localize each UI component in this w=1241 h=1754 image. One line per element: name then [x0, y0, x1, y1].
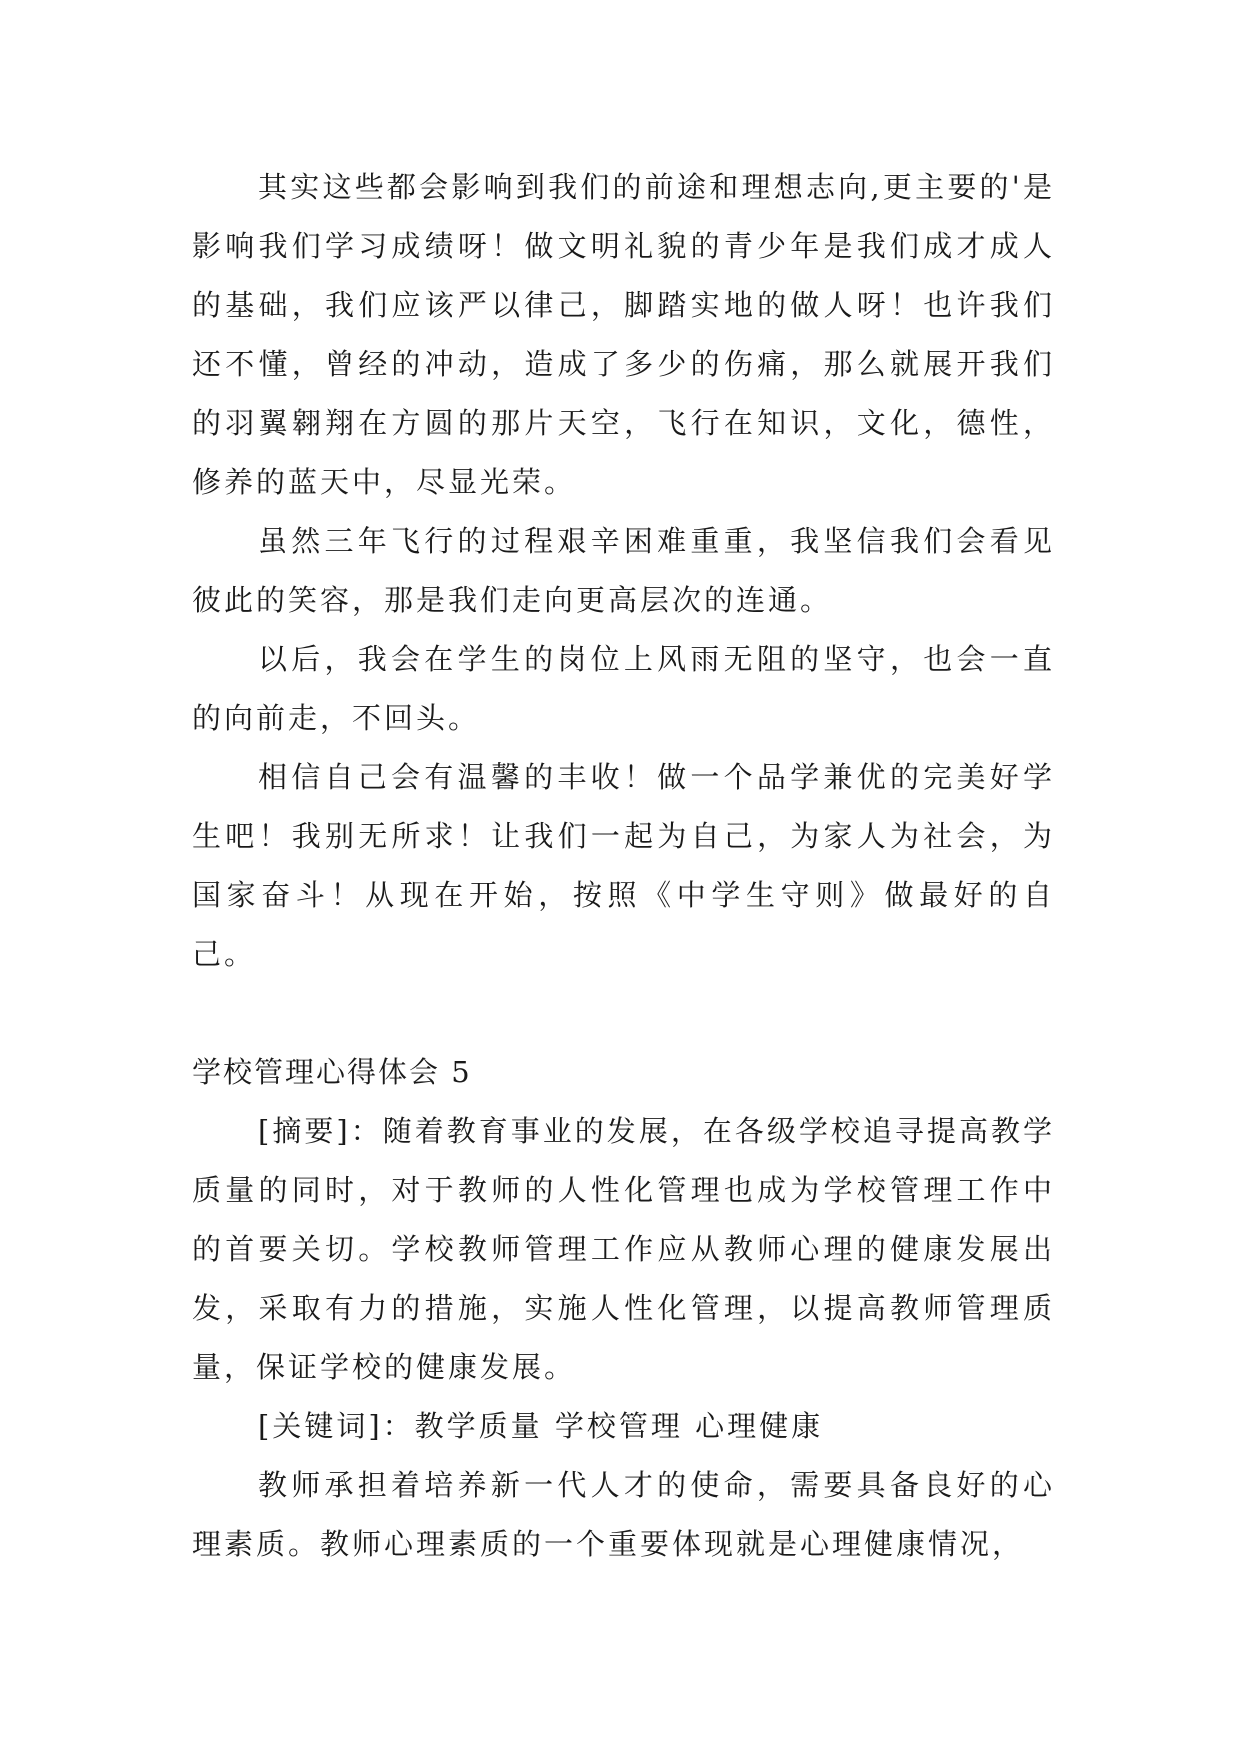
section-title: 学校管理心得体会 5 — [192, 1055, 472, 1089]
keywords-line: [关键词]：教学质量 学校管理 心理健康 — [258, 1409, 824, 1443]
document-body — [192, 158, 1055, 1574]
paragraph: 其实这些都会影响到我们的前途和理想志向,更主要的'是影响我们学习成绩呀！做文明礼貌的青少年是我们成才成人的基础，我们应该严以律己，脚踏实地的做人呀！也许我们还不懂，曾经的冲动，造成了多少的伤痛，那么就展开我们的羽翼翱翔在方圆的那片天空，飞行在知识，文化，德性，修养的蓝天中，尽显光荣。 — [192, 170, 1055, 499]
paragraph: 虽然三年飞行的过程艰辛困难重重，我坚信我们会看见彼此的笑容，那是我们走向更高层次的连通。 — [192, 524, 1055, 617]
paragraph: 相信自己会有温馨的丰收！做一个品学兼优的完美好学生吧！我别无所求！让我们一起为自己，为家人为社会，为国家奋斗！从现在开始，按照《中学生守则》做最好的自己。 — [192, 760, 1055, 971]
body-paragraph: 教师承担着培养新一代人才的使命，需要具备良好的心理素质。教师心理素质的一个重要体现就是心理健康情况， — [192, 1468, 1055, 1561]
paragraph: 以后，我会在学生的岗位上风雨无阻的坚守，也会一直的向前走，不回头。 — [192, 642, 1055, 735]
abstract-paragraph: [摘要]：随着教育事业的发展，在各级学校追寻提高教学质量的同时，对于教师的人性化管理也成为学校管理工作中的首要关切。学校教师管理工作应从教师心理的健康发展出发，采取有力的措施，实施人性化管理，以提高教师管理质量，保证学校的健康发展。 — [192, 1114, 1055, 1384]
